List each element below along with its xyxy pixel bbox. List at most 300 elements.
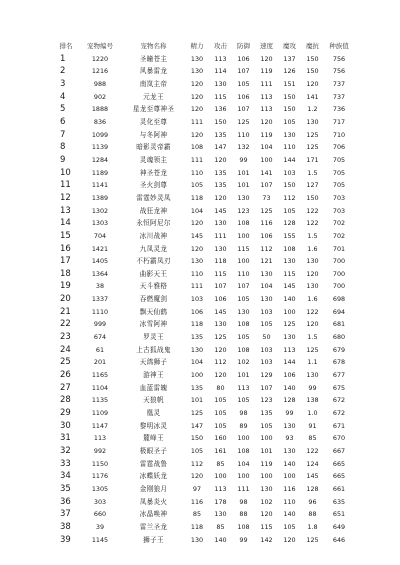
table-row (54, 217, 354, 230)
table-cell: 101 (190, 396, 204, 405)
table-cell: 137 (283, 54, 296, 63)
table-cell: 120 (283, 535, 296, 544)
pet-name-cell: 星龙至尊神圣 (132, 105, 175, 114)
rank-cell: 6 (60, 116, 66, 127)
rank-cell: 21 (60, 306, 71, 317)
table-cell: 992 (93, 447, 107, 455)
pet-name-cell: 凤暴炎火 (139, 497, 168, 506)
table-cell: 120 (260, 54, 273, 63)
table-row (54, 116, 354, 129)
table-cell: 135 (190, 383, 204, 392)
table-cell: 112 (260, 244, 273, 253)
table-cell: 1337 (91, 295, 109, 304)
table-row (54, 445, 354, 458)
table-cell: 120 (214, 345, 227, 354)
table-cell: 111 (190, 282, 204, 291)
pet-name-cell: 永恒阿尼尔 (136, 219, 171, 228)
table-cell: 125 (306, 130, 319, 139)
table-cell: 702 (332, 219, 346, 228)
pet-name-cell: 天鸽狮子 (139, 358, 168, 367)
table-cell: 140 (214, 535, 227, 544)
rank-cell: 20 (60, 294, 71, 305)
table-cell: 88 (239, 510, 248, 519)
table-cell: 130 (260, 295, 273, 304)
table-cell: 85 (308, 434, 317, 443)
table-cell: 128 (283, 219, 296, 228)
table-row (54, 167, 354, 180)
table-cell: 1284 (91, 155, 109, 164)
pet-name-cell: 吞燃魔剑 (139, 295, 168, 304)
table-cell: 150 (306, 54, 319, 63)
table-cell: 130 (190, 345, 204, 354)
rank-cell: 7 (60, 129, 66, 140)
table-row (54, 179, 354, 192)
table-cell: 108 (283, 244, 296, 253)
table-cell: 104 (237, 459, 250, 468)
rank-cell: 5 (60, 104, 66, 115)
table-cell: 1165 (91, 371, 109, 380)
table-cell: 130 (190, 535, 204, 544)
table-cell: 116 (190, 497, 204, 506)
table-cell: 125 (190, 409, 204, 418)
table-cell: 113 (93, 434, 107, 443)
table-cell: 107 (237, 67, 250, 76)
table-cell: 737 (332, 79, 346, 88)
table-cell: 706 (332, 143, 346, 152)
table-cell: 122 (306, 206, 319, 215)
table-cell: 80 (216, 383, 225, 392)
table-row (54, 344, 354, 357)
rank-cell: 36 (60, 496, 71, 507)
table-cell: 119 (260, 130, 273, 139)
rank-cell: 22 (60, 319, 71, 330)
table-cell: 106 (214, 295, 227, 304)
table-cell: 101 (237, 168, 250, 177)
table-cell: 717 (332, 117, 346, 126)
table-cell: 836 (93, 117, 107, 126)
table-row (54, 65, 354, 78)
table-cell: 155 (283, 231, 296, 240)
table-cell: 123 (260, 396, 273, 405)
table-cell: 113 (214, 484, 227, 493)
table-cell: 701 (332, 244, 346, 253)
table-cell: 102 (260, 497, 273, 506)
pet-name-cell: 不朽霸凤刃 (136, 257, 171, 266)
table-cell: 111 (237, 484, 250, 493)
table-cell: 118 (190, 320, 204, 329)
rank-cell: 4 (60, 91, 66, 102)
table-row (54, 103, 354, 116)
pet-name-cell: 游神王 (143, 371, 164, 380)
table-cell: 705 (332, 181, 346, 190)
table-cell: 138 (306, 396, 319, 405)
table-row (54, 230, 354, 243)
table-cell: 1176 (91, 472, 109, 481)
table-row (54, 154, 354, 167)
rank-cell: 24 (60, 344, 71, 355)
table-cell: 122 (306, 219, 319, 228)
pet-name-cell: 冰蝶妖龙 (139, 472, 168, 481)
table-cell: 1305 (91, 484, 109, 493)
table-cell: 698 (332, 295, 346, 304)
table-cell: 100 (260, 472, 273, 481)
table-cell: 121 (260, 257, 273, 266)
table-cell: 85 (192, 510, 202, 519)
table-cell: 103 (190, 295, 204, 304)
table-cell: 114 (214, 67, 227, 76)
table-cell: 105 (283, 206, 296, 215)
table-cell: 1421 (91, 244, 109, 253)
table-cell: 100 (260, 434, 273, 443)
table-cell: 106 (237, 92, 250, 101)
rank-cell: 9 (60, 154, 66, 165)
table-cell: 99 (285, 409, 294, 418)
table-cell: 130 (283, 333, 296, 342)
table-cell: 105 (237, 295, 250, 304)
table-cell: 115 (260, 522, 273, 531)
table-cell: 756 (332, 54, 346, 63)
table-cell: 130 (214, 320, 227, 329)
table-cell: 106 (260, 231, 273, 240)
table-cell: 1302 (91, 206, 109, 215)
rank-cell: 2 (60, 66, 66, 77)
table-cell: 110 (283, 143, 296, 152)
pet-name-cell: 九凤灵龙 (139, 244, 168, 253)
rank-cell: 23 (60, 332, 71, 343)
table-cell: 100 (237, 231, 250, 240)
table-cell: 1.1 (307, 358, 318, 367)
column-header: 排名 (59, 42, 73, 50)
table-row (54, 420, 354, 433)
pet-name-cell: 冰晶唤神 (139, 510, 168, 519)
table-cell: 150 (190, 434, 204, 443)
table-cell: 135 (190, 333, 204, 342)
table-cell: 123 (237, 206, 250, 215)
rank-cell: 35 (60, 483, 71, 494)
table-cell: 89 (239, 421, 248, 430)
table-cell: 61 (95, 345, 105, 354)
table-cell: 112 (214, 358, 227, 367)
table-cell: 106 (190, 307, 204, 316)
table-cell: 108 (237, 345, 250, 354)
rank-cell: 16 (60, 243, 71, 254)
pet-name-cell: 风暴雷龙 (139, 67, 168, 76)
table-cell: 1405 (91, 257, 109, 266)
table-cell: 1104 (91, 383, 109, 392)
table-cell: 115 (214, 92, 227, 101)
pet-name-cell: 战狂龙神 (139, 206, 168, 215)
table-cell: 130 (237, 307, 250, 316)
table-cell: 147 (190, 421, 204, 430)
column-header: 精力 (190, 42, 204, 50)
rank-cell: 10 (60, 167, 71, 178)
table-cell: 118 (214, 257, 227, 266)
table-cell: 1888 (91, 105, 109, 114)
pet-name-cell: 天狼帆 (143, 396, 164, 405)
table-cell: 136 (214, 105, 227, 114)
rank-cell: 27 (60, 382, 71, 393)
pet-name-cell: 极眼圣子 (139, 447, 168, 455)
table-cell: 99 (308, 383, 317, 392)
table-cell: 115 (237, 244, 250, 253)
table-cell: 105 (214, 396, 227, 405)
table-cell: 694 (332, 307, 346, 316)
table-row (54, 280, 354, 293)
table-cell: 120 (306, 320, 319, 329)
table-cell: 125 (214, 333, 227, 342)
pet-name-cell: 上古狐战鬼 (136, 345, 171, 354)
rank-cell: 11 (60, 180, 71, 191)
table-cell: 108 (237, 522, 250, 531)
pet-name-cell: 金刚狼月 (139, 484, 168, 493)
table-cell: 125 (306, 143, 319, 152)
table-cell: 108 (237, 320, 250, 329)
table-cell: 125 (237, 117, 250, 126)
table-cell: 700 (332, 257, 346, 266)
pet-name-cell: 罗灵王 (143, 333, 164, 342)
pet-name-cell: 凰灵 (146, 409, 161, 418)
rank-cell: 30 (60, 420, 71, 431)
table-cell: 104 (260, 143, 273, 152)
table-cell: 150 (306, 67, 319, 76)
table-cell: 1141 (91, 181, 109, 190)
table-cell: 100 (237, 257, 250, 266)
table-cell: 130 (214, 79, 227, 88)
table-cell: 99 (239, 155, 248, 164)
column-header: 防御 (237, 42, 250, 50)
table-cell: 120 (190, 105, 204, 114)
rank-cell: 1 (60, 53, 66, 64)
table-cell: 665 (332, 472, 346, 481)
table-cell: 141 (306, 92, 319, 101)
table-row (54, 369, 354, 382)
table-cell: 100 (283, 472, 296, 481)
table-cell: 107 (237, 282, 250, 291)
table-cell: 104 (190, 206, 204, 215)
table-row (54, 205, 354, 218)
table-cell: 105 (190, 181, 204, 190)
pet-name-cell: 圣火剑尊 (139, 181, 168, 190)
table-cell: 111 (260, 79, 273, 88)
table-cell: 178 (214, 497, 227, 506)
table-cell: 113 (237, 383, 250, 392)
table-cell: 135 (214, 130, 227, 139)
table-cell: 671 (332, 421, 346, 430)
table-cell: 756 (332, 67, 346, 76)
table-cell: 115 (214, 269, 227, 278)
table-cell: 703 (332, 206, 346, 215)
table-cell: 1139 (91, 143, 109, 152)
table-cell: 130 (283, 421, 296, 430)
table-cell: 680 (332, 333, 346, 342)
table-cell: 649 (332, 522, 346, 531)
column-header: 魔攻 (283, 42, 296, 50)
table-cell: 98 (239, 497, 248, 506)
table-cell: 122 (306, 307, 319, 316)
column-header: 宠物编号 (87, 42, 113, 50)
table-cell: 1.5 (307, 231, 318, 240)
table-cell: 660 (93, 510, 107, 519)
table-cell: 999 (93, 320, 107, 329)
rank-cell: 13 (60, 205, 71, 216)
table-cell: 130 (190, 67, 204, 76)
pet-name-cell: 狮子王 (143, 535, 164, 544)
table-cell: 125 (283, 320, 296, 329)
table-cell: 127 (306, 181, 319, 190)
table-cell: 120 (214, 371, 227, 380)
table-cell: 678 (332, 358, 346, 367)
pet-ranking-table (54, 40, 354, 546)
table-cell: 103 (283, 168, 296, 177)
table-cell: 91 (308, 421, 317, 430)
table-cell: 700 (332, 282, 346, 291)
table-cell: 704 (93, 231, 107, 240)
table-row (54, 78, 354, 91)
table-cell: 1099 (91, 130, 109, 139)
table-row (54, 243, 354, 256)
table-cell: 105 (190, 447, 204, 455)
table-cell: 1.2 (307, 105, 318, 114)
table-row (54, 483, 354, 496)
table-cell: 100 (283, 307, 296, 316)
table-cell: 1145 (91, 535, 109, 544)
table-cell: 681 (332, 320, 346, 329)
table-row (54, 356, 354, 369)
table-cell: 120 (260, 117, 273, 126)
table-cell: 1.0 (307, 409, 318, 418)
table-cell: 705 (332, 155, 346, 164)
table-cell: 677 (332, 371, 346, 380)
table-cell: 105 (260, 421, 273, 430)
table-cell: 105 (214, 409, 227, 418)
table-cell: 106 (237, 54, 250, 63)
table-cell: 100 (260, 155, 273, 164)
table-cell: 1.5 (307, 333, 318, 342)
table-cell: 107 (260, 383, 273, 392)
rank-cell: 26 (60, 370, 71, 381)
table-cell: 705 (332, 168, 346, 177)
table-cell: 140 (283, 459, 296, 468)
table-cell: 710 (332, 130, 346, 139)
pet-name-cell: 灵魂领主 (139, 155, 168, 164)
table-cell: 38 (95, 282, 105, 291)
table-cell: 130 (306, 371, 319, 380)
table-cell: 120 (190, 472, 204, 481)
table-cell: 140 (283, 510, 296, 519)
table-cell: 88 (308, 510, 317, 519)
table-cell: 73 (262, 193, 271, 202)
table-cell: 107 (214, 282, 227, 291)
table-cell: 141 (260, 168, 273, 177)
table-cell: 93 (285, 434, 294, 443)
table-cell: 160 (214, 434, 227, 443)
table-cell: 39 (95, 522, 105, 531)
table-cell: 145 (214, 206, 227, 215)
table-cell: 105 (214, 421, 227, 430)
column-header: 魔抗 (306, 42, 319, 50)
table-row (54, 407, 354, 420)
table-cell: 120 (260, 510, 273, 519)
pet-name-cell: 血蓝雷魄 (139, 383, 168, 392)
table-cell: 100 (214, 472, 227, 481)
table-cell: 105 (260, 320, 273, 329)
table-row (54, 129, 354, 142)
table-cell: 651 (332, 510, 346, 519)
pet-name-cell: 圣瞳苍主 (139, 54, 168, 63)
table-cell: 144 (283, 155, 296, 164)
table-cell: 100 (237, 434, 250, 443)
rank-cell: 34 (60, 471, 71, 482)
table-cell: 107 (260, 181, 273, 190)
table-cell: 130 (306, 117, 319, 126)
table-row (54, 521, 354, 534)
table-cell: 151 (283, 79, 296, 88)
table-cell: 125 (306, 345, 319, 354)
table-cell: 98 (239, 409, 248, 418)
rank-cell: 17 (60, 256, 71, 267)
table-cell: 96 (308, 497, 317, 506)
table-cell: 104 (260, 282, 273, 291)
table-cell: 99 (239, 535, 248, 544)
table-cell: 129 (260, 371, 273, 380)
table-cell: 120 (214, 155, 227, 164)
rank-cell: 18 (60, 268, 71, 279)
table-cell: 1109 (91, 409, 109, 418)
table-cell: 667 (332, 447, 346, 455)
table-cell: 702 (332, 231, 346, 240)
table-cell: 110 (190, 269, 204, 278)
table-cell: 1364 (91, 269, 109, 278)
table-cell: 112 (283, 193, 296, 202)
table-cell: 150 (306, 193, 319, 202)
table-row (54, 53, 354, 66)
table-header-row (54, 40, 354, 53)
table-cell: 135 (214, 181, 227, 190)
table-cell: 111 (214, 231, 227, 240)
table-cell: 1.5 (307, 168, 318, 177)
table-cell: 105 (283, 117, 296, 126)
table-cell: 124 (306, 459, 319, 468)
table-cell: 119 (260, 459, 273, 468)
table-cell: 107 (237, 105, 250, 114)
table-cell: 675 (332, 383, 346, 392)
table-cell: 988 (93, 79, 107, 88)
table-cell: 126 (283, 67, 296, 76)
pet-name-cell: 飘天仙鹤 (139, 307, 168, 316)
table-cell: 108 (237, 447, 250, 455)
table-cell: 1.8 (307, 522, 318, 531)
table-cell: 303 (93, 497, 107, 506)
table-cell: 130 (214, 510, 227, 519)
table-cell: 661 (332, 484, 346, 493)
table-cell: 100 (190, 371, 204, 380)
table-cell: 144 (283, 358, 296, 367)
rank-cell: 29 (60, 408, 71, 419)
table-cell: 118 (190, 522, 204, 531)
table-cell: 105 (237, 79, 250, 88)
pet-name-cell: 与冬阿神 (139, 130, 168, 139)
pet-name-cell: 天斗雅格 (139, 282, 168, 291)
table-cell: 674 (93, 333, 107, 342)
column-header: 种族值 (329, 42, 349, 50)
table-cell: 679 (332, 345, 346, 354)
table-cell: 902 (93, 92, 107, 101)
pet-name-cell: 雷霆妙灵凤 (136, 193, 171, 202)
table-cell: 103 (260, 307, 273, 316)
table-row (54, 255, 354, 268)
table-cell: 1.6 (307, 295, 318, 304)
rank-cell: 38 (60, 521, 71, 532)
